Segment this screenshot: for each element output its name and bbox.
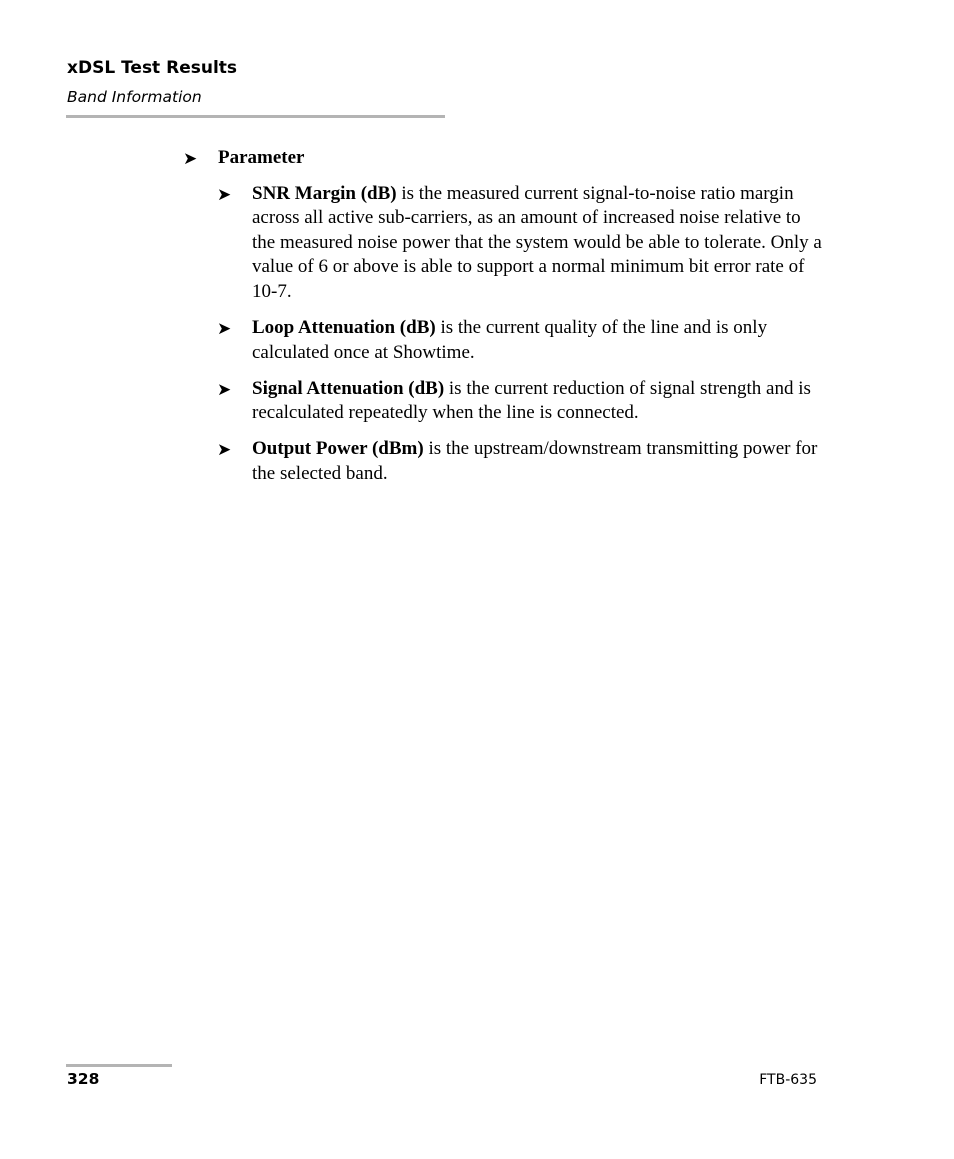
footer-divider xyxy=(66,1064,172,1067)
arrow-bullet-icon: ➤ xyxy=(217,318,232,339)
snr-margin-item xyxy=(217,182,823,305)
output-power-description: is the upstream/downstream transmitting power for the selected band. xyxy=(252,438,818,484)
arrow-bullet-icon: ➤ xyxy=(217,440,232,461)
page-number: 328 xyxy=(67,1070,100,1088)
page-header-title: xDSL Test Results xyxy=(67,58,238,78)
signal-attenuation-term: Signal Attenuation (dB) xyxy=(252,377,445,399)
snr-margin-term: SNR Margin (dB) xyxy=(252,182,397,204)
loop-attenuation-term: Loop Attenuation (dB) xyxy=(252,316,436,338)
page-content xyxy=(183,146,823,498)
output-power-term: Output Power (dBm) xyxy=(252,438,424,460)
signal-attenuation-item xyxy=(217,377,823,426)
signal-attenuation-description: is the current reduction of signal strength and is recalculated repeatedly when the line is connected. xyxy=(252,377,811,424)
arrow-bullet-icon: ➤ xyxy=(183,149,198,169)
section-heading: Parameter xyxy=(218,147,305,168)
loop-attenuation-description: is the current quality of the line and is only calculated once at Showtime. xyxy=(252,316,768,363)
page-header-subtitle: Band Information xyxy=(67,88,202,106)
product-name: FTB-635 xyxy=(759,1072,817,1088)
loop-attenuation-item xyxy=(217,316,823,365)
arrow-bullet-icon: ➤ xyxy=(217,184,232,205)
header-divider xyxy=(66,115,445,118)
output-power-item xyxy=(217,437,823,486)
snr-margin-description: is the measured current signal-to-noise ratio margin across all active sub-carriers, as an amount of increased noise relative to the measured noise power that the system would be able to tolerate. Only a value of 6 or above is able to support a normal minimum bit error rate of 10-7. xyxy=(252,182,822,302)
parameter-list-item xyxy=(183,146,823,171)
arrow-bullet-icon: ➤ xyxy=(217,379,232,400)
